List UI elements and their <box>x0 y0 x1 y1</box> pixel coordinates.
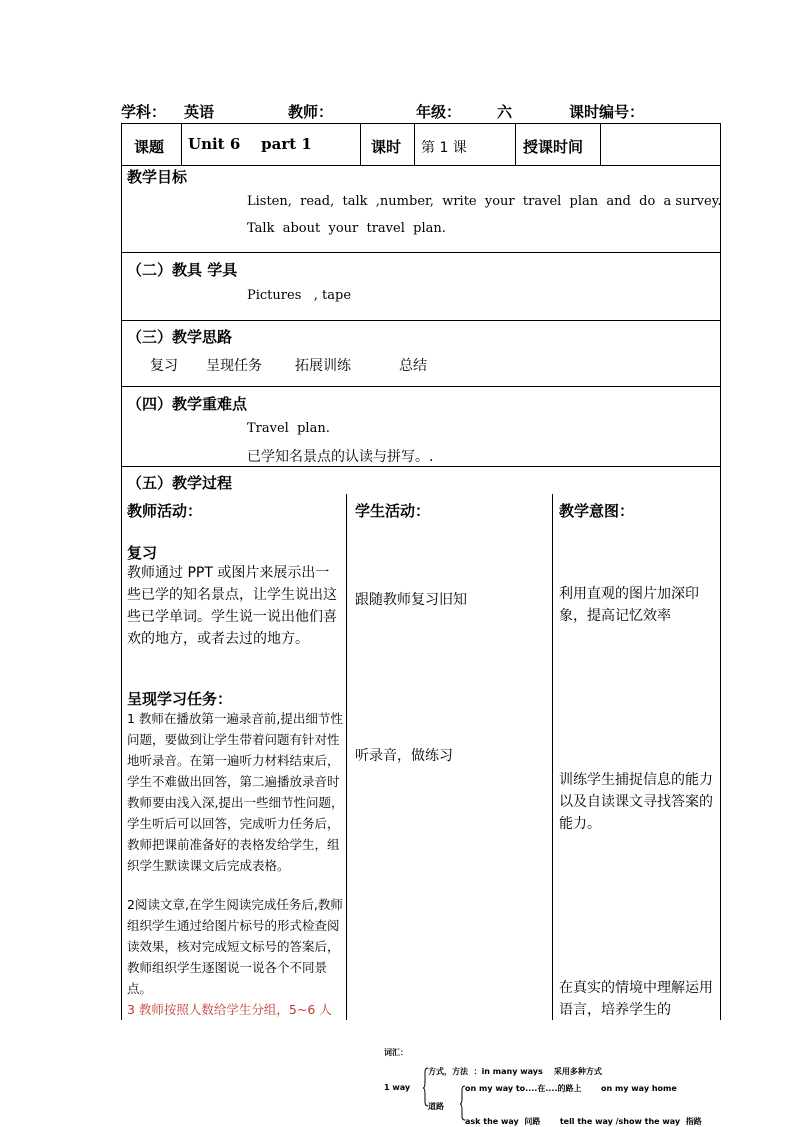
tools-heading: （二）教具 学具 <box>127 261 238 279</box>
mindmap-title: 词汇： <box>384 1048 408 1057</box>
objectives-heading: 教学目标 <box>127 168 188 186</box>
key-points-heading: （四）教学重难点 <box>127 395 248 413</box>
task-title: 呈现学习任务： <box>127 690 233 708</box>
lesson-number-label: 课时编号： <box>569 103 645 121</box>
teacher-label: 教师： <box>288 103 334 121</box>
intent-1: 利用直观的图片加深印象，提高记忆效率 <box>559 586 699 624</box>
task-item-2: 2阅读文章,在学生阅读完成任务后,教师组织学生通过给图片标号的形式检查阅读效果，核对完成短文标号的答案后，教师组织学生逐图说一说各个不同景点。 <box>127 897 343 996</box>
objective-line-1: Listen, read, talk ,number, write your travel plan and do a survey. <box>247 194 722 209</box>
grade-value: 六 <box>497 103 513 121</box>
intent-3: 在真实的情境中理解运用语言，培养学生的 <box>559 980 713 1018</box>
approach-heading: （三）教学思路 <box>127 328 233 346</box>
tools-content: Pictures , tape <box>247 288 352 303</box>
review-text: 教师通过 PPT 或图片来展示出一些已学的知名景点，让学生说出这些已学单词。学生说一说出他们喜欢的地方，或者去过的地方。 <box>127 565 337 647</box>
objective-line-2: Talk about your travel plan. <box>247 221 446 236</box>
mindmap-sub-on-way: on my way to....在....的路上 on my way home <box>465 1084 677 1093</box>
period-value: 第 1 课 <box>421 140 467 156</box>
review-title: 复习 <box>127 544 158 562</box>
teacher-activity-heading: 教师活动： <box>127 502 203 520</box>
approach-step-review: 复习 <box>150 358 178 374</box>
period-label: 课时 <box>371 138 402 156</box>
task-item-3: 3 教师按照人数给学生分组，5~6 人 <box>127 1002 332 1017</box>
topic-label: 课题 <box>134 138 165 156</box>
task-item-1: 1 教师在播放第一遍录音前,提出细节性问题，要做到让学生带着问题有针对性地听录音。在第一遍听力材料结束后，学生不难做出回答，第二遍播放录音时教师要由浅入深,提出一些细节性问题，学生听后可以回答，完成听力任务后，教师把课前准备好的表格发给学生，组织学生默读课文后完成表格。 <box>127 711 344 873</box>
class-time-label: 授课时间 <box>523 138 584 156</box>
approach-step-present: 呈现任务 <box>206 358 262 374</box>
topic-value: Unit 6 part 1 <box>188 135 312 153</box>
process-heading: （五）教学过程 <box>127 474 233 492</box>
student-activity-2: 听录音，做练习 <box>355 748 453 764</box>
subject-label: 学科： <box>121 103 167 121</box>
mindmap-sub-ask-way: ask the way 问路 tell the way /show the way 指路 <box>465 1117 702 1126</box>
mindmap-branch-method: 方式，方法 ：in many ways 采用多种方式 <box>428 1067 602 1076</box>
approach-step-summary: 总结 <box>399 358 427 374</box>
grade-label: 年级： <box>416 103 462 121</box>
teaching-intent-heading: 教学意图： <box>559 502 635 520</box>
approach-step-extend: 拓展训练 <box>295 358 351 374</box>
mindmap-brackets <box>405 1060 470 1123</box>
mindmap-branch-road: 道路 <box>428 1102 444 1111</box>
mindmap-root: 1 way <box>384 1083 411 1092</box>
key-point-line-2: 已学知名景点的认读与拼写。. <box>247 449 434 465</box>
subject-value: 英语 <box>184 103 215 121</box>
student-activity-1: 跟随教师复习旧知 <box>355 592 467 608</box>
student-activity-heading: 学生活动： <box>355 502 431 520</box>
intent-2: 训练学生捕捉信息的能力以及自读课文寻找答案的能力。 <box>559 772 713 832</box>
key-point-line-1: Travel plan. <box>247 421 330 436</box>
